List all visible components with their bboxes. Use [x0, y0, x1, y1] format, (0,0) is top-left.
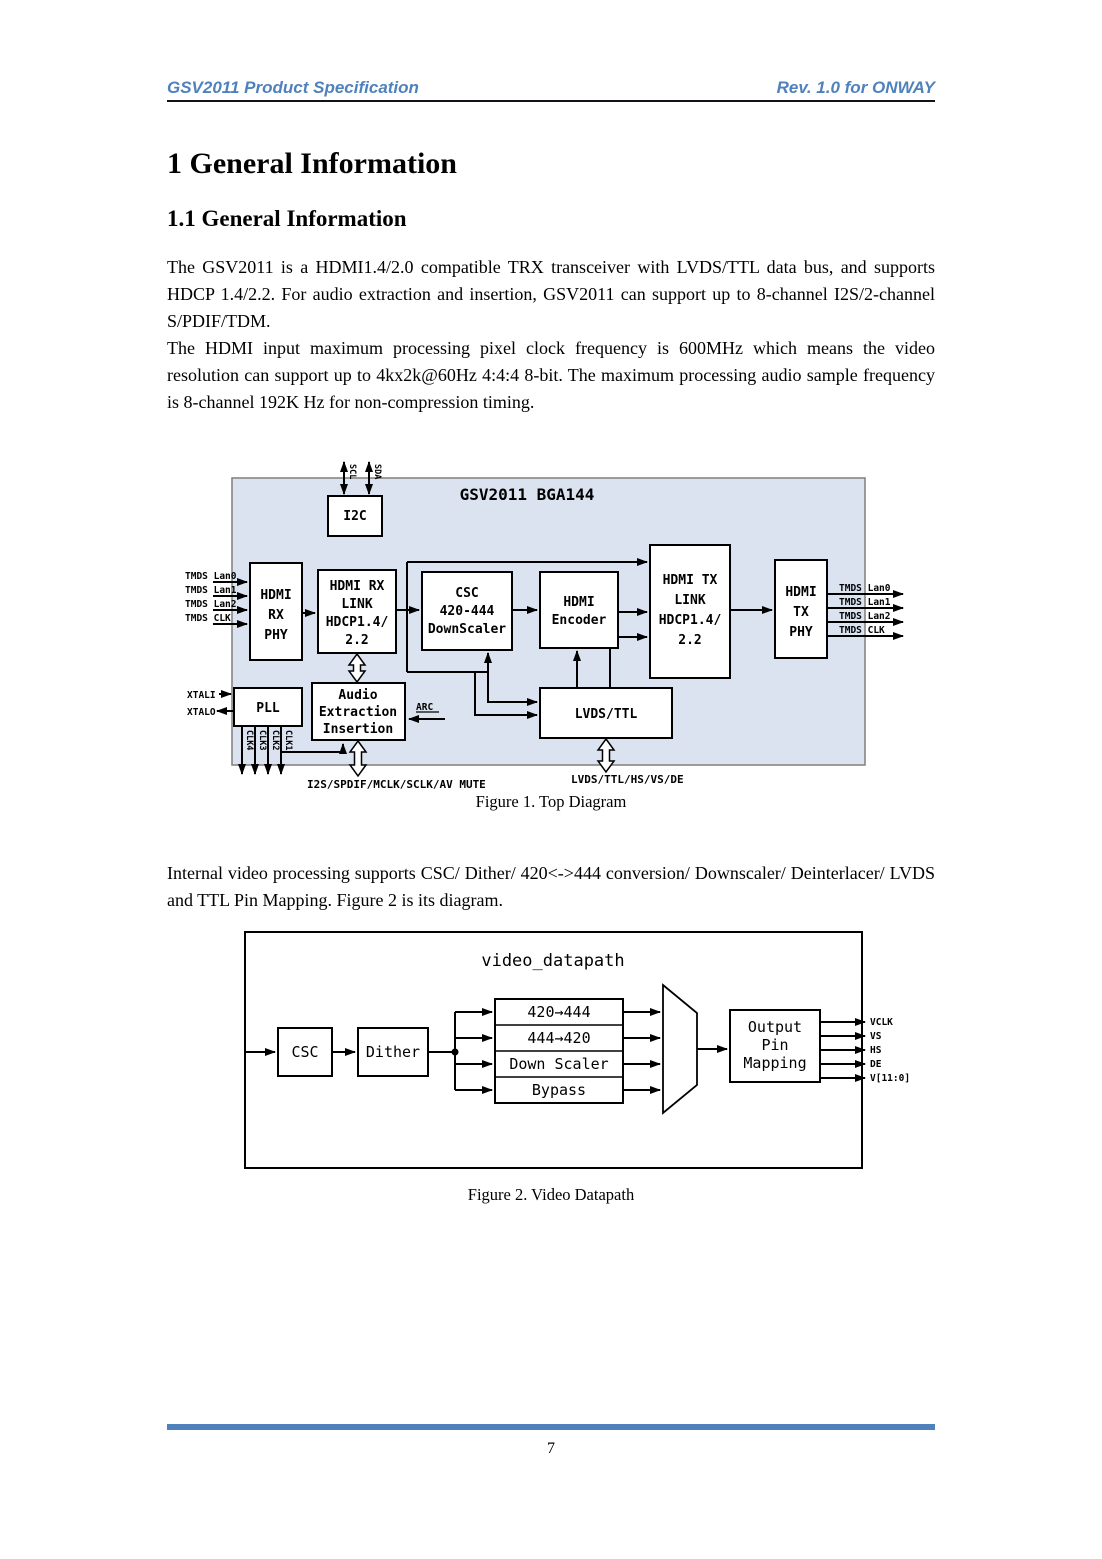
clk1-label: CLK1 [283, 730, 293, 751]
audio-extraction-label: Audio [338, 688, 378, 703]
hdmi-rx-link-label: 2.2 [345, 633, 369, 648]
tmds-in-label: TMDS Lan2 [185, 599, 237, 610]
de-label: DE [870, 1059, 882, 1070]
figure1-top-diagram [167, 458, 937, 798]
hs-label: HS [870, 1045, 882, 1056]
csc-downscaler-label: 420-444 [439, 604, 495, 619]
output-pin-mapping-label: Output [747, 1018, 803, 1036]
hdmi-tx-link-block [650, 545, 730, 678]
header-title: GSV2011 Product Specification [167, 78, 419, 97]
audio-extraction-label: Insertion [322, 722, 394, 737]
paragraph-3: Internal video processing supports CSC/ Dither/ 420<->444 conversion/ Downscaler/ Deinterlacer/ LVDS and TTL Pin Mapping. Figure 2 is its diagram. [167, 863, 935, 910]
path-bypass-label: Bypass [531, 1081, 587, 1099]
vs-label: VS [870, 1031, 882, 1042]
tmds-in-label: TMDS Lan0 [185, 571, 237, 582]
pll-label: PLL [256, 701, 280, 716]
hdmi-rx-link-label: HDMI RX [329, 579, 385, 594]
tmds-out-label: TMDS Lan1 [839, 597, 891, 608]
path-downscaler-label: Down Scaler [509, 1055, 609, 1073]
hdmi-tx-link-label: 2.2 [678, 633, 702, 648]
path-420-444-label: 420→444 [527, 1003, 591, 1021]
hdmi-tx-link-label: LINK [674, 593, 706, 608]
hdmi-encoder-block [540, 572, 618, 648]
section-heading: 1 General Information [167, 147, 457, 180]
clk4-label: CLK4 [244, 730, 254, 751]
hdmi-encoder-label: HDMI [563, 595, 595, 610]
figure2-video-datapath [167, 928, 937, 1178]
hdmi-rx-phy-label: RX [268, 608, 284, 623]
figure2-caption: Figure 2. Video Datapath [467, 1185, 635, 1204]
hdmi-rx-phy-label: HDMI [260, 588, 292, 603]
hdmi-rx-link-label: LINK [341, 597, 373, 612]
hdmi-tx-link-label: HDMI TX [662, 573, 718, 588]
scl-label: SCL [347, 464, 357, 480]
paragraph-2: The HDMI input maximum processing pixel clock frequency is 600MHz which means the video resolution can support up to 4kx2k@60Hz 4:4:4 8-bit. The maximum processing audio sample frequency is 8-channel 192K Hz for non-compression timing. [167, 338, 935, 412]
hdmi-tx-link-label: HDCP1.4/ [658, 613, 722, 628]
header-revision: Rev. 1.0 for ONWAY [776, 78, 935, 97]
hdmi-tx-phy-label: PHY [789, 625, 813, 640]
csc-downscaler-label: DownScaler [427, 622, 507, 637]
page-header [167, 78, 935, 98]
hdmi-rx-link-label: HDCP1.4/ [325, 615, 389, 630]
csc-downscaler-label: CSC [455, 586, 479, 601]
lvds-ttl-label: LVDS/TTL [574, 707, 638, 722]
datapath-title: video_datapath [481, 951, 625, 971]
chip-title: GSV2011 BGA144 [459, 485, 595, 504]
clk3-label: CLK3 [257, 730, 267, 751]
tmds-in-label: TMDS Lan1 [185, 585, 237, 596]
output-pin-mapping-label: Pin [761, 1036, 789, 1054]
paragraph-1: The GSV2011 is a HDMI1.4/2.0 compatible TRX transceiver with LVDS/TTL data bus, and supports HDCP 1.4/2.2. For audio extraction and insertion, GSV2011 can support up to 8-channel I2S/2-channel S/PDIF/TDM. [167, 257, 935, 331]
audio-extraction-label: Extraction [318, 705, 398, 720]
hdmi-tx-phy-label: HDMI [785, 585, 817, 600]
xtali-label: XTALI [187, 690, 216, 701]
audio-bus-label: I2S/SPDIF/MCLK/SCLK/AV MUTE [307, 778, 486, 791]
dither-label: Dither [365, 1043, 421, 1061]
subsection-heading: 1.1 General Information [167, 206, 407, 231]
csc-label: CSC [291, 1043, 319, 1061]
xtalo-label: XTALO [187, 707, 216, 718]
header-rule [167, 100, 935, 102]
i2c-label: I2C [343, 509, 367, 524]
hdmi-encoder-label: Encoder [551, 613, 607, 628]
clk2-label: CLK2 [270, 730, 280, 751]
tmds-out-label: TMDS Lan0 [839, 583, 891, 594]
hdmi-rx-phy-label: PHY [264, 628, 288, 643]
v11-0-label: V[11:0] [870, 1073, 911, 1084]
hdmi-tx-phy-label: TX [793, 605, 809, 620]
tmds-out-label: TMDS Lan2 [839, 611, 891, 622]
tmds-in-label: TMDS CLK [185, 613, 231, 624]
vclk-label: VCLK [870, 1017, 893, 1028]
body-text [167, 254, 935, 416]
output-pin-mapping-label: Mapping [743, 1054, 807, 1072]
path-444-420-label: 444→420 [527, 1029, 591, 1047]
arc-label: ARC [416, 702, 434, 713]
figure1-caption: Figure 1. Top Diagram [475, 792, 627, 811]
footer-rule [167, 1424, 935, 1430]
page-number: 7 [547, 1440, 555, 1457]
sda-label: SDA [372, 464, 382, 480]
branch-node [452, 1049, 459, 1056]
tmds-out-label: TMDS CLK [839, 625, 885, 636]
mux-shape [663, 985, 697, 1113]
lvds-bus-label: LVDS/TTL/HS/VS/DE [571, 773, 684, 786]
